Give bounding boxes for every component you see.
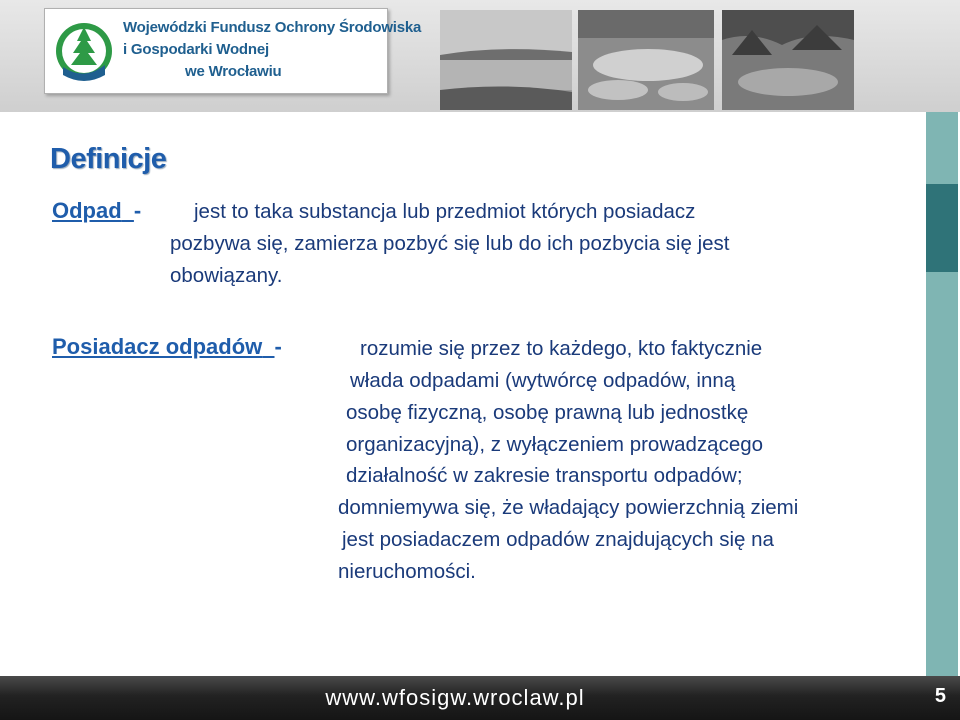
def2-line: organizacyjną), z wyłączeniem prowadzącego [346, 433, 764, 456]
landscape-photo-2 [578, 10, 714, 110]
def2-line: nieruchomości. [338, 560, 476, 583]
landscape-photo-1 [440, 10, 572, 110]
def2-line: działalność w zakresie transportu odpadów; [346, 464, 743, 487]
term-posiadacz-label: Posiadacz odpadów [52, 334, 263, 359]
page-number: 5 [934, 685, 946, 707]
logo-line-3: we Wrocławiu [185, 63, 282, 80]
header-banner [0, 0, 960, 112]
def2-line: jest posiadaczem odpadów znajdujących się na [342, 528, 774, 551]
def2-line: rozumie się przez to każdego, kto faktycznie [360, 337, 763, 360]
term-odpad-label: Odpad [52, 198, 122, 223]
term-posiadacz-dash: - [274, 334, 282, 359]
term-posiadacz [52, 334, 282, 360]
footer-bar [0, 676, 960, 720]
landscape-photo-3 [722, 10, 854, 110]
term-odpad-dash: - [133, 198, 142, 223]
tree-emblem-icon [53, 17, 115, 85]
def1-line: jest to taka substancja lub przedmiot których posiadacz [194, 200, 696, 223]
term-odpad [52, 198, 141, 224]
def1-line: obowiązany. [170, 264, 283, 287]
def2-line: osobę fizyczną, osobę prawną lub jednostkę [346, 401, 749, 424]
footer-url-link[interactable]: www.wfosigw.wroclaw.pl [325, 685, 585, 710]
logo-line-1: Wojewódzki Fundusz Ochrony Środowiska [123, 19, 422, 36]
logo-line-2: i Gospodarki Wodnej [123, 41, 269, 58]
def2-line: domniemywa się, że władający powierzchnią ziemi [338, 496, 799, 519]
slide-title: Definicje [50, 143, 167, 175]
sidebar-accent [926, 184, 958, 272]
logo [44, 8, 422, 94]
def2-line: włada odpadami (wytwórcę odpadów, inną [350, 369, 736, 392]
def1-line: pozbywa się, zamierza pozbyć się lub do ich pozbycia się jest [170, 232, 730, 255]
